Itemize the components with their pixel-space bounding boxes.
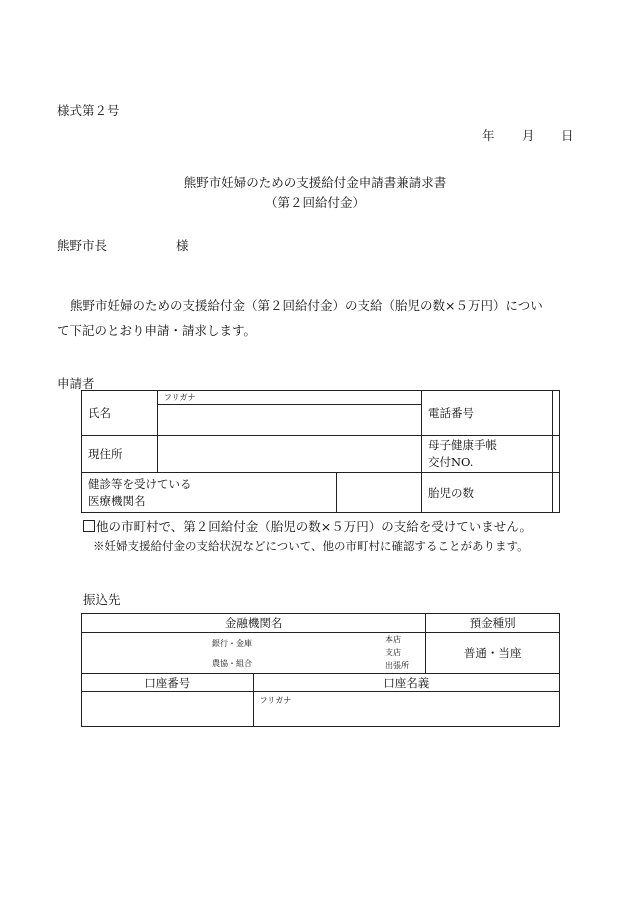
fetus-field[interactable] [553, 473, 560, 513]
deposit-type-field[interactable]: 普通・当座 [426, 633, 560, 674]
handbook-label [421, 436, 552, 473]
bank-types-line2: 農協・組合 [212, 659, 252, 668]
body-line-1: 熊野市妊婦のための支援給付金（第２回給付金）の支給（胎児の数×５万円）につい [70, 298, 543, 313]
account-holder-field[interactable] [253, 692, 559, 727]
not-received-checkbox[interactable] [83, 520, 95, 532]
title-main: 熊野市妊婦のための支援給付金申請書兼請求書 [183, 175, 447, 190]
name-label: 氏名 [82, 391, 158, 436]
branch-sub: 支店 [385, 648, 401, 657]
account-number-field[interactable] [82, 692, 254, 727]
branch-office: 出張所 [385, 661, 409, 670]
clinic-field[interactable] [337, 473, 422, 513]
addressee-honorific: 様 [176, 238, 189, 253]
phone-field[interactable] [553, 391, 560, 436]
date-year: 年 [482, 128, 495, 143]
date-month: 月 [522, 128, 535, 143]
handbook-field[interactable] [553, 436, 560, 473]
deposit-type-header: 預金種別 [426, 614, 560, 633]
applicant-heading: 申請者 [57, 376, 95, 391]
name-furigana: フリガナ [158, 391, 421, 405]
handbook-label-line1: 母子健康手帳 [427, 438, 497, 452]
phone-label: 電話番号 [421, 391, 552, 436]
bank-name-field[interactable] [82, 633, 426, 674]
clinic-label [82, 473, 337, 513]
applicant-table [81, 390, 560, 513]
clinic-label-line2: 医療機関名 [88, 493, 146, 508]
address-label: 現住所 [82, 436, 158, 473]
name-field[interactable] [157, 391, 421, 436]
body-line-2: て下記のとおり申請・請求します。 [57, 323, 257, 338]
title-sub: （第２回給付金） [264, 195, 365, 210]
account-number-header: 口座番号 [82, 674, 254, 692]
bank-name-header: 金融機関名 [82, 614, 426, 633]
address-field[interactable] [157, 436, 421, 473]
transfer-heading: 振込先 [83, 592, 121, 607]
fetus-label: 胎児の数 [421, 473, 552, 513]
branch-main: 本店 [385, 635, 401, 644]
date-day: 日 [561, 128, 574, 143]
handbook-label-line2: 交付NO. [427, 455, 474, 469]
addressee-name: 熊野市長 [57, 238, 108, 253]
not-received-row [83, 517, 532, 535]
clinic-label-line1: 健診等を受けている [88, 476, 192, 491]
confirmation-note: ※妊婦支援給付金の支給状況などについて、他の市町村に確認することがあります。 [93, 539, 529, 553]
account-holder-header: 口座名義 [253, 674, 559, 692]
transfer-table [81, 613, 560, 727]
bank-types-line1: 銀行・金庫 [212, 639, 252, 648]
account-holder-furigana: フリガナ [259, 696, 292, 705]
form-number: 様式第２号 [57, 103, 120, 118]
not-received-text: 他の市町村で、第２回給付金（胎児の数×５万円）の支給を受けていません。 [96, 519, 532, 534]
